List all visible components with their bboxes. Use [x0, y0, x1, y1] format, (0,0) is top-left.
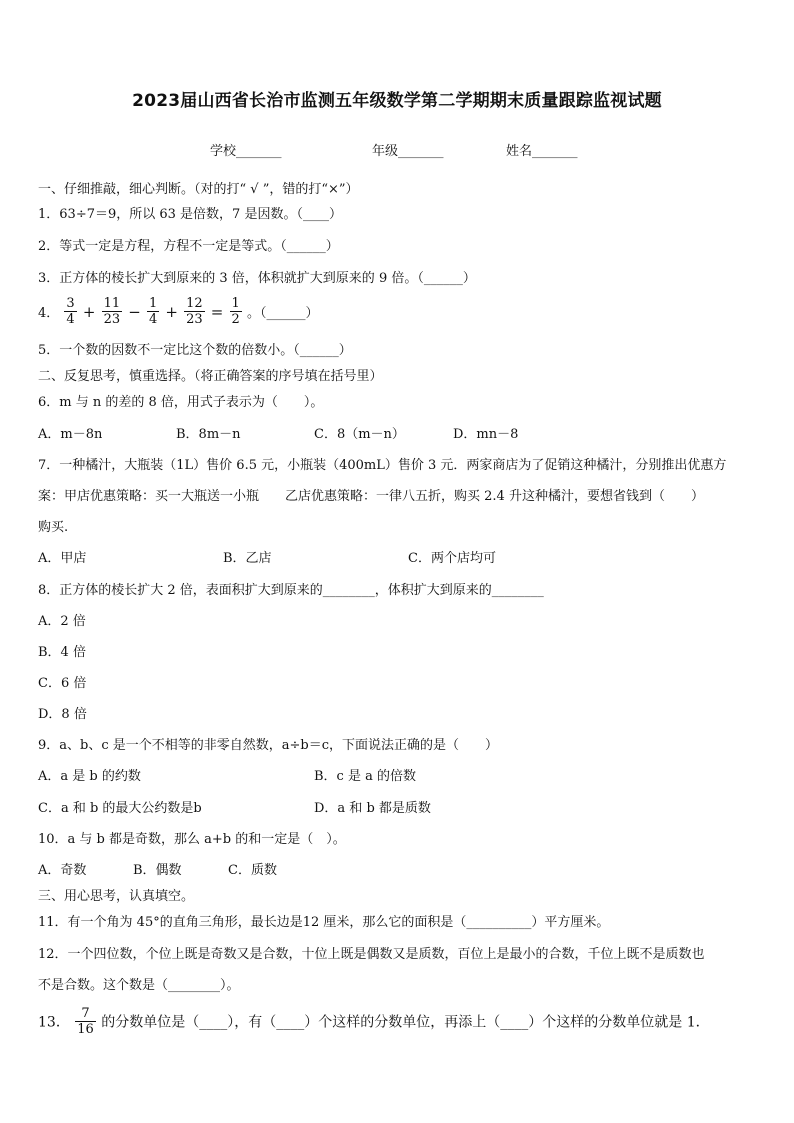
q8-option-c[interactable]: C．6 倍: [38, 676, 87, 691]
q7-option-a[interactable]: A．甲店: [38, 551, 87, 566]
q6-option-b[interactable]: B．8m－n: [176, 427, 241, 442]
fraction-4: $\frac{12}{23}$: [186, 296, 203, 327]
q9-option-c[interactable]: C．a 和 b 的最大公约数是b: [38, 801, 202, 816]
plus-sign: +: [165, 302, 178, 321]
question-12-line-1: 12．一个四位数，个位上既是奇数又是合数，十位上既是偶数又是质数，百位上是最小的合数，千位上既不是质数也: [38, 947, 705, 962]
question-11: 11．有一个角为 45°的直角三角形，最长边是12 厘米，那么它的面积是（__________）平方厘米。: [38, 915, 610, 930]
question-7-line-2: 案：甲店优惠策略：买一大瓶送一小瓶 乙店优惠策略：一律八五折，购买 2.4 升这种橘汁，要想省钱到（ ）: [38, 489, 704, 504]
q6-option-a[interactable]: A．m－8n: [38, 427, 103, 442]
fraction-3: $\frac{1}{4}$: [148, 296, 158, 327]
fraction-2: $\frac{11}{23}$: [103, 296, 121, 327]
section-1-heading: 一、仔细推敲，细心判断。（对的打“ √ ”，错的打“×”）: [38, 182, 359, 197]
minus-sign: −: [128, 302, 141, 321]
q10-option-a[interactable]: A．奇数: [38, 863, 87, 878]
question-7-line-3: 购买.: [38, 520, 69, 535]
question-4-number: 4．: [38, 306, 60, 321]
question-8: 8．正方体的棱长扩大 2 倍，表面积扩大到原来的________，体积扩大到原来的________: [38, 583, 544, 598]
question-4-tail: 。（______）: [246, 306, 319, 321]
q8-option-d[interactable]: D．8 倍: [38, 707, 87, 722]
question-12-line-2: 不是合数。这个数是（________）。: [38, 978, 240, 993]
q6-option-c[interactable]: C．8（m－n）: [314, 427, 405, 442]
q6-option-d[interactable]: D．mn－8: [453, 427, 519, 442]
question-2: 2．等式一定是方程，方程不一定是等式。（______）: [38, 239, 339, 254]
school-field[interactable]: 学校_______: [210, 144, 282, 159]
grade-field[interactable]: 年级_______: [372, 144, 444, 159]
q7-option-b[interactable]: B．乙店: [223, 551, 272, 566]
question-13: [38, 1006, 710, 1037]
question-4: [38, 296, 318, 327]
section-3-heading: 三、用心思考，认真填空。: [38, 889, 195, 904]
exam-title: 2023届山西省长治市监测五年级数学第二学期期末质量跟踪监视试题: [132, 91, 662, 111]
q9-option-d[interactable]: D．a 和 b 都是质数: [314, 801, 431, 816]
question-7-line-1: 7．一种橘汁，大瓶装（1L）售价 6.5 元，小瓶装（400mL）售价 3 元．两家商店为了促销这种橘汁，分别推出优惠方: [38, 458, 727, 473]
fraction-5: $\frac{1}{2}$: [231, 296, 240, 327]
q10-option-b[interactable]: B．偶数: [133, 863, 182, 878]
question-13-tail: 的分数单位是（____），有（____）个这样的分数单位，再添上（____）个这样的分数单位就是 1．: [101, 1014, 710, 1031]
question-1: 1．63÷7＝9，所以 63 是倍数，7 是因数。（____）: [38, 207, 342, 222]
equals-sign: =: [210, 302, 224, 321]
question-13-number: 13．: [38, 1014, 70, 1031]
q9-option-a[interactable]: A．a 是 b 的约数: [38, 769, 141, 784]
question-3: 3．正方体的棱长扩大到原来的 3 倍，体积就扩大到原来的 9 倍。（______）: [38, 271, 476, 286]
fraction-7-16: $\frac{7}{16}$: [77, 1006, 94, 1037]
question-5: 5．一个数的因数不一定比这个数的倍数小。（______）: [38, 343, 352, 358]
q8-option-b[interactable]: B．4 倍: [38, 645, 86, 660]
question-10: 10．a 与 b 都是奇数，那么 a+b 的和一定是（ ）。: [38, 832, 346, 847]
q10-option-c[interactable]: C．质数: [228, 863, 277, 878]
q8-option-a[interactable]: A．2 倍: [38, 614, 86, 629]
question-9: 9．a、b、c 是一个不相等的非零自然数，a÷b＝c，下面说法正确的是（ ）: [38, 738, 499, 753]
name-field[interactable]: 姓名_______: [506, 144, 578, 159]
fraction-1: $\frac{3}{4}$: [66, 296, 75, 327]
q7-option-c[interactable]: C．两个店均可: [408, 551, 496, 566]
section-2-heading: 二、反复思考，慎重选择。（将正确答案的序号填在括号里）: [38, 369, 383, 384]
question-6: 6．m 与 n 的差的 8 倍，用式子表示为（ ）。: [38, 395, 324, 410]
q9-option-b[interactable]: B．c 是 a 的倍数: [314, 769, 416, 784]
plus-sign: +: [82, 302, 96, 321]
